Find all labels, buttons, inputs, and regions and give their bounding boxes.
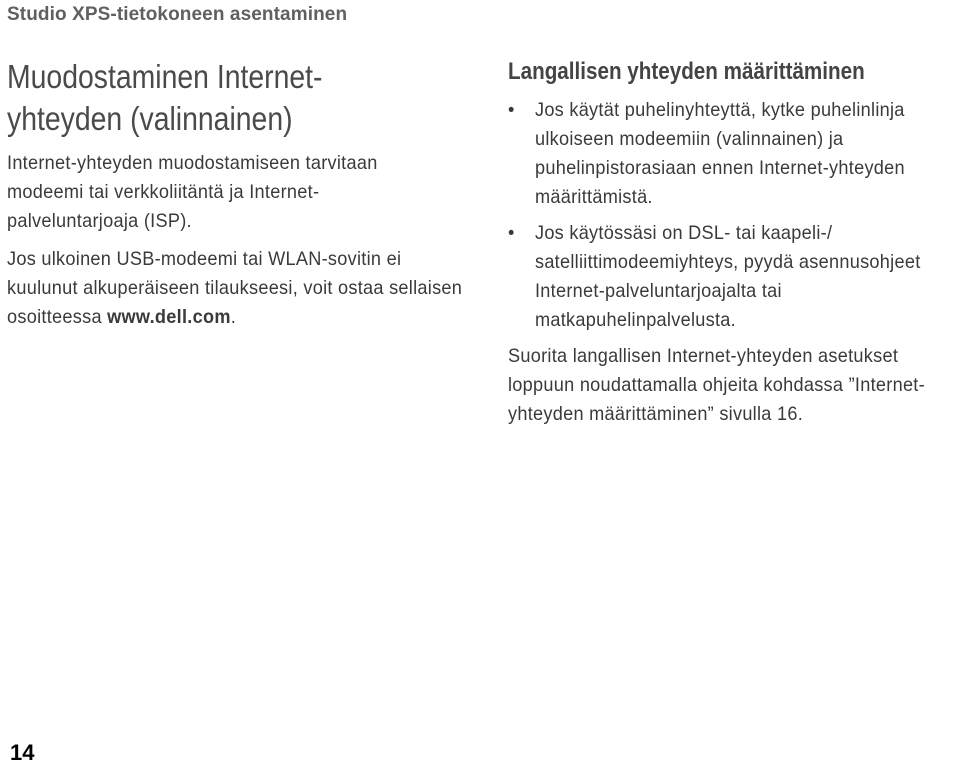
section-title [7, 56, 368, 140]
running-header: Studio XPS-tietokoneen asentaminen [7, 4, 348, 25]
usb-modem-paragraph [7, 245, 472, 332]
list-item [508, 219, 960, 335]
list-item [508, 96, 960, 212]
section-title-line-2: yhteyden (valinnainen) [7, 100, 293, 137]
bullet-icon: • [508, 99, 515, 121]
usb-modem-period: . [230, 306, 237, 328]
wired-connection-heading: Langallisen yhteyden määrittäminen [508, 58, 865, 85]
right-column [508, 56, 960, 429]
dell-website-link[interactable]: www.dell.com [107, 306, 231, 328]
bullet-icon: • [508, 222, 515, 244]
section-title-line-1: Muodostaminen Internet- [7, 58, 323, 95]
page-number: 14 [10, 740, 35, 765]
setup-instructions-paragraph: Suorita langallisen Internet-yhteyden asetukset loppuun noudattamalla ohjeita kohdassa ”Internet-yhteyden määrittäminen” sivulla 16. [508, 345, 925, 425]
list-item-text: Jos käytössäsi on DSL- tai kaapeli-/ satelliittimodeemiyhteys, pyydä asennusohjeet Internet-palveluntarjoajalta tai matkapuhelinpalvelusta. [534, 222, 921, 331]
list-item-text: Jos käytät puhelinyhteyttä, kytke puhelinlinja ulkoiseen modeemiin (valinnainen) ja puhelinpistorasiaan ennen Internet-yhteyden määrittämistä. [534, 99, 905, 208]
usb-modem-text: Jos ulkoinen USB-modeemi tai WLAN-sovitin ei kuulunut alkuperäiseen tilaukseesi, voit ostaa sellaisen osoitteessa [7, 248, 463, 328]
wired-connection-list [508, 96, 928, 335]
left-column [7, 56, 477, 332]
intro-paragraph: Internet-yhteyden muodostamiseen tarvitaan modeemi tai verkkoliitäntä ja Internet-palveluntarjoaja (ISP). [7, 152, 378, 232]
